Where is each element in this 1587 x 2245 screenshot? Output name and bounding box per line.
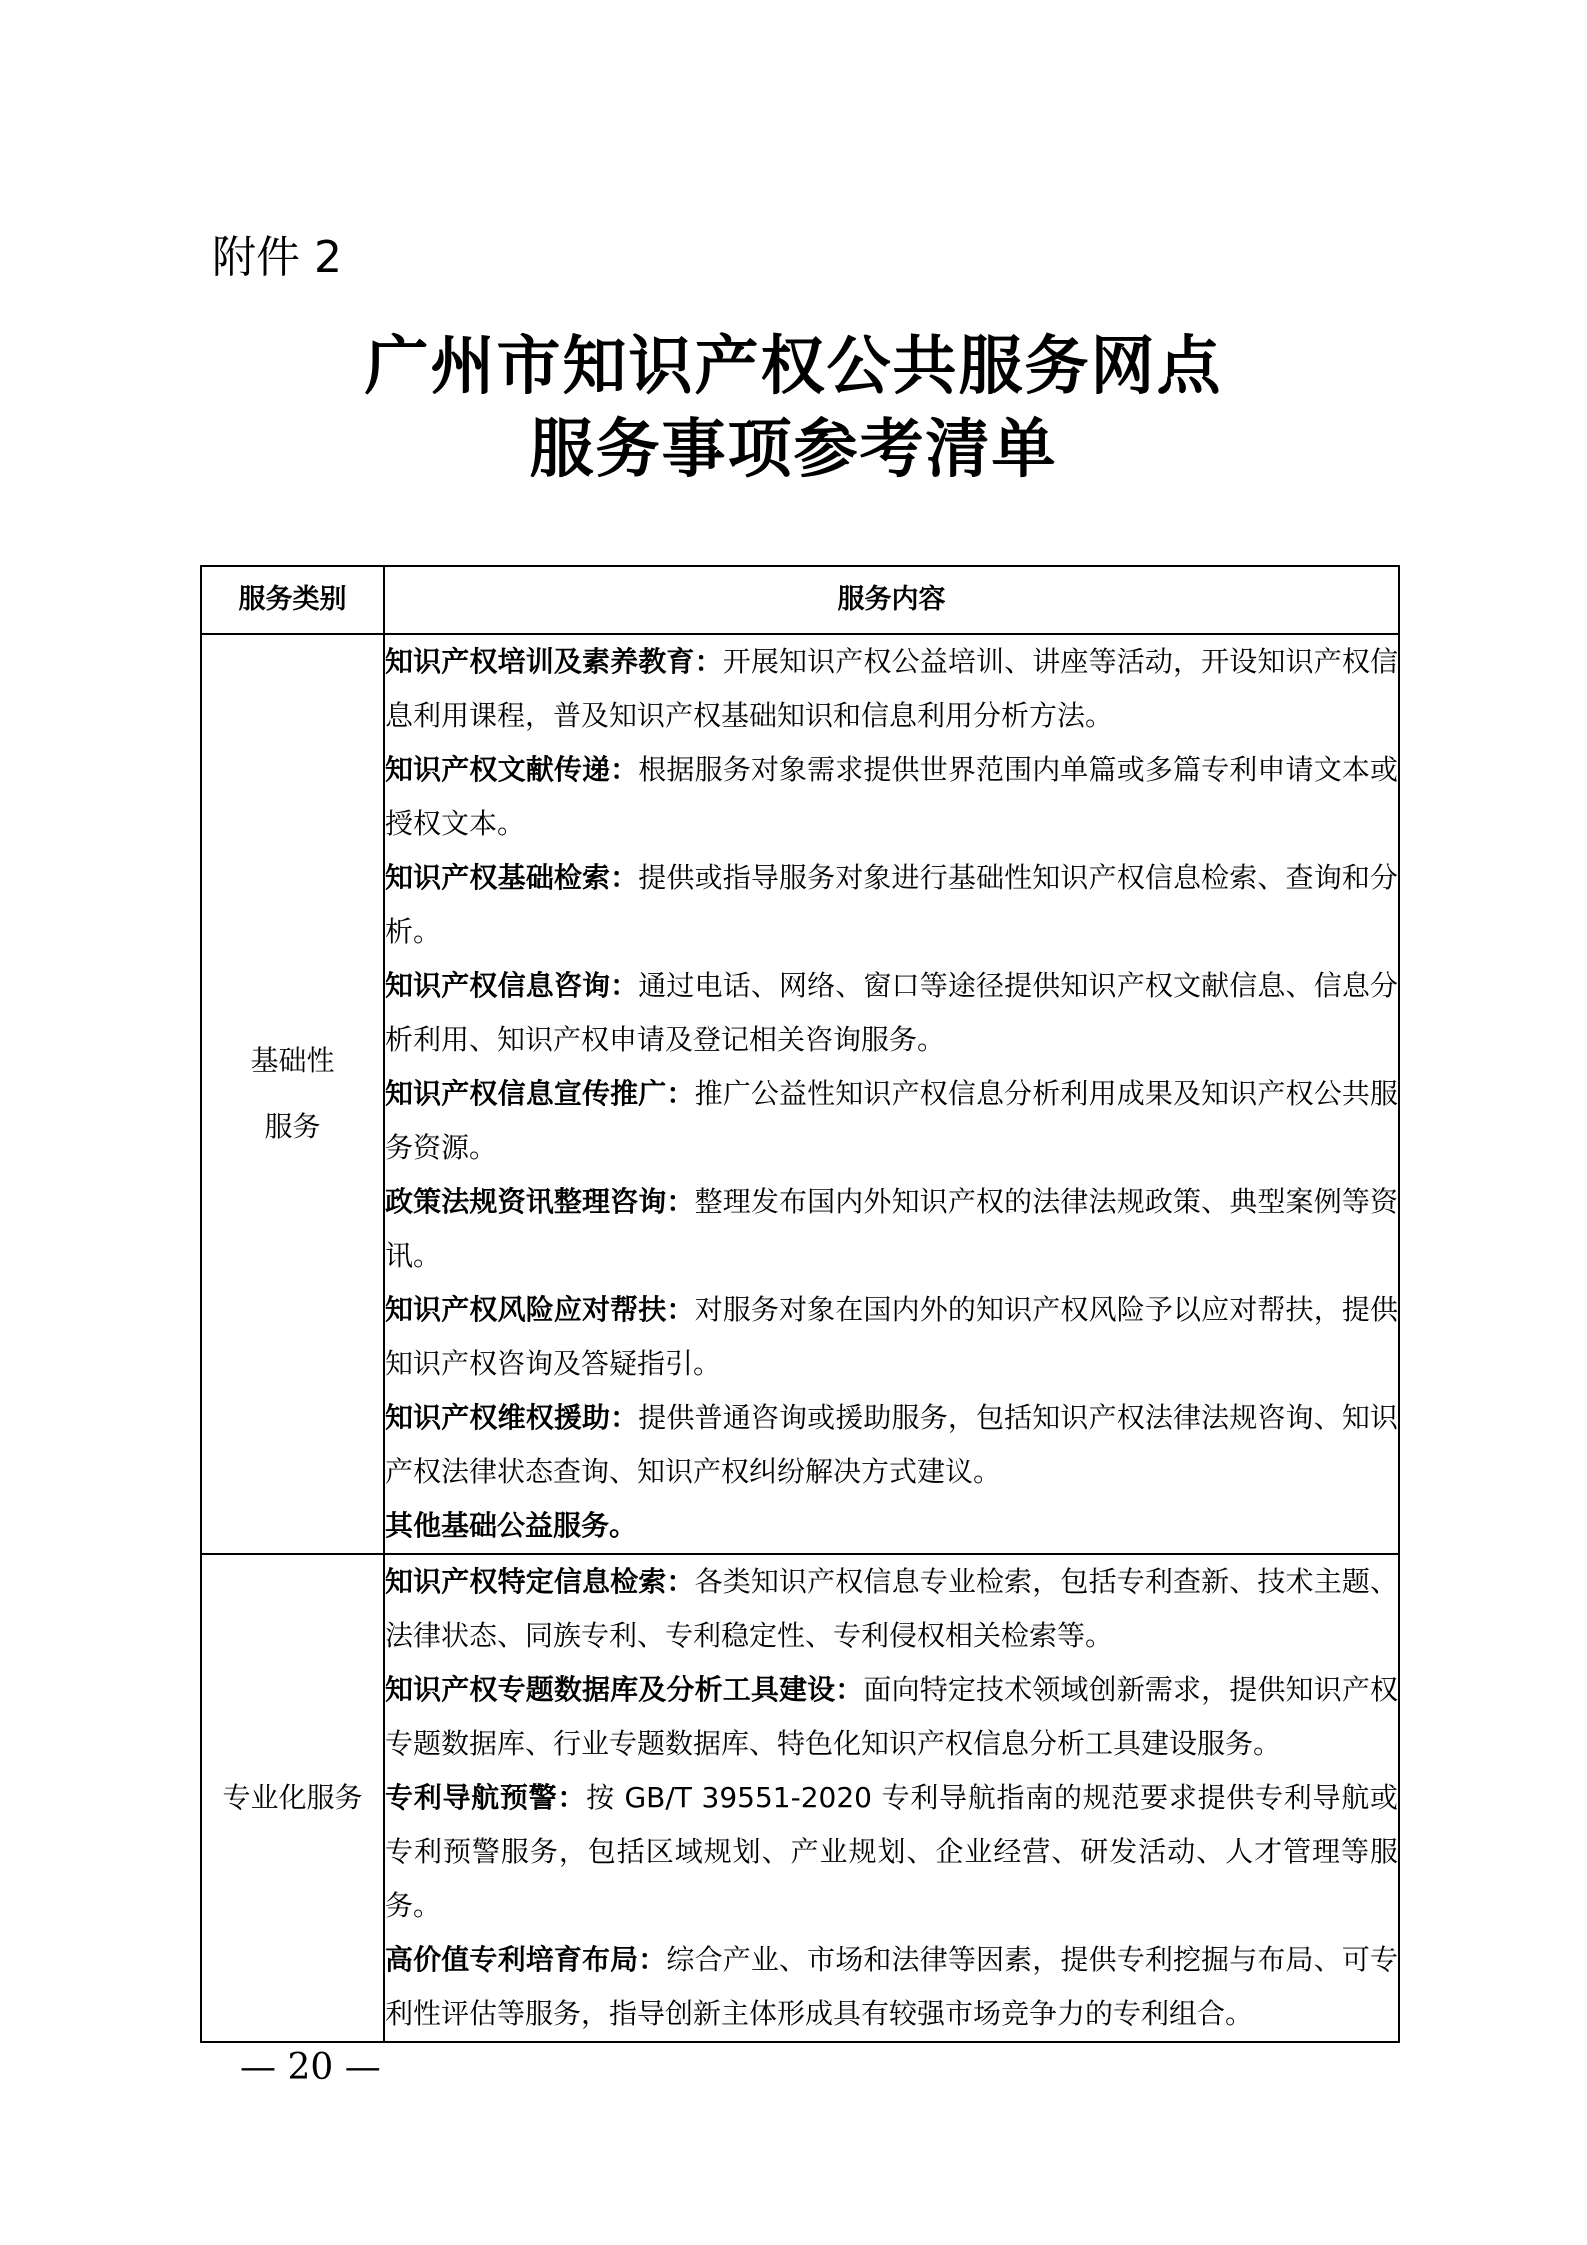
table-header-row xyxy=(201,566,1399,634)
service-description: 按 GB/T 39551-2020 专利导航指南的规范要求提供专利导航或专利预警服务，包括区域规划、产业规划、企业经营、研发活动、人才管理等服务。 xyxy=(385,1781,1398,1922)
service-description: 各类知识产权信息专业检索，包括专利查新、技术主题、法律状态、同族专利、专利稳定性、专利侵权相关检索等。 xyxy=(385,1565,1398,1652)
service-description: 面向特定技术领域创新需求，提供知识产权专题数据库、行业专题数据库、特色化知识产权信息分析工具建设服务。 xyxy=(385,1673,1398,1760)
service-term: 知识产权基础检索： xyxy=(385,861,639,894)
service-description: 提供或指导服务对象进行基础性知识产权信息检索、查询和分析。 xyxy=(385,861,1398,948)
service-entry xyxy=(385,1499,1398,1553)
service-term: 专利导航预警： xyxy=(385,1781,587,1814)
service-description: 通过电话、网络、窗口等途径提供知识产权文献信息、信息分析利用、知识产权申请及登记相关咨询服务。 xyxy=(385,969,1398,1056)
service-entry xyxy=(385,1067,1398,1175)
service-term: 其他基础公益服务。 xyxy=(385,1509,638,1542)
service-description: 整理发布国内外知识产权的法律法规政策、典型案例等资讯。 xyxy=(385,1185,1398,1272)
service-description: 根据服务对象需求提供世界范围内单篇或多篇专利申请文本或授权文本。 xyxy=(385,753,1398,840)
service-term: 知识产权风险应对帮扶： xyxy=(385,1293,695,1326)
table-row-basic-services xyxy=(201,634,1399,1554)
service-description: 综合产业、市场和法律等因素，提供专利挖掘与布局、可专利性评估等服务，指导创新主体形成具有较强市场竞争力的专利组合。 xyxy=(385,1943,1398,2030)
content-cell-professional xyxy=(384,1554,1399,2042)
service-description: 推广公益性知识产权信息分析利用成果及知识产权公共服务资源。 xyxy=(385,1077,1398,1164)
service-entry xyxy=(385,1771,1398,1933)
service-items-table xyxy=(200,565,1400,2043)
document-title-line-1: 广州市知识产权公共服务网点 xyxy=(364,329,1223,404)
service-term: 知识产权培训及素养教育： xyxy=(385,645,723,678)
header-content: 服务内容 xyxy=(384,566,1399,634)
document-title-line-2: 服务事项参考清单 xyxy=(529,412,1058,487)
service-term: 知识产权文献传递： xyxy=(385,753,639,786)
service-entry xyxy=(385,1555,1398,1663)
service-entry xyxy=(385,1283,1398,1391)
service-term: 知识产权信息咨询： xyxy=(385,969,639,1002)
service-term: 政策法规资讯整理咨询： xyxy=(385,1185,695,1218)
service-entry xyxy=(385,743,1398,851)
service-term: 知识产权信息宣传推广： xyxy=(385,1077,695,1110)
category-label-line: 专业化服务 xyxy=(222,1781,363,1814)
service-description: 对服务对象在国内外的知识产权风险予以应对帮扶，提供知识产权咨询及答疑指引。 xyxy=(385,1293,1398,1380)
service-term: 知识产权专题数据库及分析工具建设： xyxy=(385,1673,864,1706)
service-term: 知识产权特定信息检索： xyxy=(385,1565,695,1598)
content-cell-basic xyxy=(384,634,1399,1554)
service-entry xyxy=(385,959,1398,1067)
service-entry xyxy=(385,851,1398,959)
table-row-professional-services xyxy=(201,1554,1399,2042)
page-number: — 20 — xyxy=(240,2047,381,2088)
service-entry xyxy=(385,1933,1398,2041)
service-description: 开展知识产权公益培训、讲座等活动，开设知识产权信息利用课程，普及知识产权基础知识和信息利用分析方法。 xyxy=(385,645,1398,732)
header-category: 服务类别 xyxy=(201,566,384,634)
service-term: 高价值专利培育布局： xyxy=(385,1943,667,1976)
service-entry xyxy=(385,1663,1398,1771)
service-entry xyxy=(385,1391,1398,1499)
service-entry xyxy=(385,1175,1398,1283)
category-cell-basic xyxy=(201,634,384,1554)
category-cell-professional xyxy=(201,1554,384,2042)
category-label-line: 服务 xyxy=(264,1110,321,1143)
attachment-label: 附件 2 xyxy=(212,232,342,283)
service-entry xyxy=(385,635,1398,743)
service-term: 知识产权维权援助： xyxy=(385,1401,639,1434)
category-label-line: 基础性 xyxy=(250,1044,335,1077)
service-description: 提供普通咨询或援助服务，包括知识产权法律法规咨询、知识产权法律状态查询、知识产权纠纷解决方式建议。 xyxy=(385,1401,1398,1488)
